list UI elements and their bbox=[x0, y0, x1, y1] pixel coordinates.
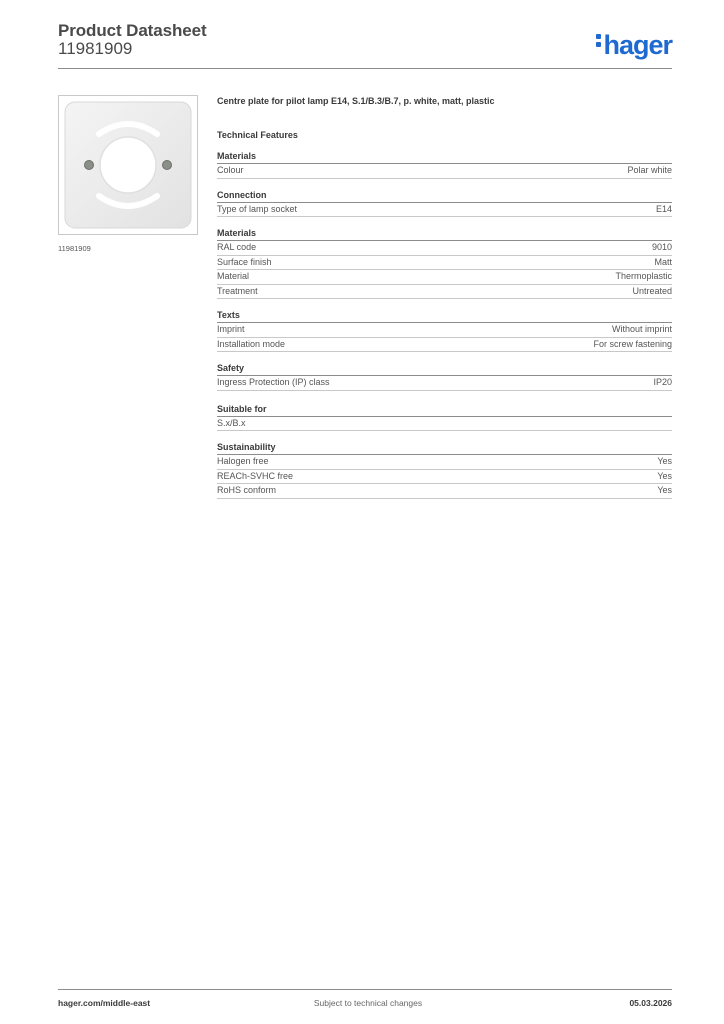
image-caption: 11981909 bbox=[58, 244, 91, 253]
section-title: Sustainability bbox=[217, 441, 672, 455]
spec-section bbox=[217, 150, 672, 179]
spec-label: Imprint bbox=[217, 324, 245, 334]
spec-content bbox=[217, 94, 672, 509]
spec-section bbox=[217, 403, 672, 432]
spec-label: REACh-SVHC free bbox=[217, 470, 294, 481]
spec-row bbox=[217, 484, 672, 499]
section-title: Connection bbox=[217, 189, 672, 203]
spec-value: 9010 bbox=[651, 242, 672, 252]
section-title: Safety bbox=[217, 362, 672, 376]
header-divider bbox=[58, 68, 672, 69]
spec-section bbox=[217, 309, 672, 352]
footer-note: Subject to technical changes bbox=[313, 998, 423, 1008]
spec-row bbox=[217, 203, 672, 218]
spec-label: Type of lamp socket bbox=[217, 203, 298, 214]
page-title: Product Datasheet bbox=[58, 21, 207, 40]
spec-section bbox=[217, 189, 672, 218]
footer-date: 05.03.2026 bbox=[629, 998, 672, 1008]
spec-value: IP20 bbox=[653, 377, 672, 387]
product-image bbox=[58, 95, 198, 235]
spec-row bbox=[217, 455, 672, 470]
spec-value: Polar white bbox=[627, 165, 672, 175]
section-title: Materials bbox=[217, 150, 672, 164]
spec-row bbox=[217, 323, 672, 338]
spec-row bbox=[217, 256, 672, 271]
spec-label: RoHS conform bbox=[217, 485, 277, 495]
spec-value: E14 bbox=[655, 203, 672, 214]
spec-label: S.x/B.x bbox=[217, 417, 246, 428]
spec-value: Untreated bbox=[632, 285, 672, 296]
spec-value: Matt bbox=[654, 256, 672, 267]
spec-row bbox=[217, 270, 672, 285]
spec-row bbox=[217, 376, 672, 391]
hager-logo bbox=[596, 30, 672, 61]
spec-value: Yes bbox=[657, 456, 672, 466]
section-title: Texts bbox=[217, 309, 672, 323]
logo-dots-icon bbox=[596, 34, 601, 50]
spec-row bbox=[217, 164, 672, 179]
footer-website-link[interactable]: hager.com/middle-east bbox=[58, 998, 151, 1008]
spec-label: Halogen free bbox=[217, 456, 269, 466]
spec-row bbox=[217, 338, 672, 353]
spec-label: Material bbox=[217, 271, 250, 281]
spec-label: RAL code bbox=[217, 242, 257, 252]
spec-value: Thermoplastic bbox=[615, 271, 672, 281]
spec-value: Without imprint bbox=[611, 324, 672, 334]
section-title: Materials bbox=[217, 227, 672, 241]
spec-row bbox=[217, 470, 672, 485]
spec-label: Ingress Protection (IP) class bbox=[217, 377, 330, 387]
spec-section bbox=[217, 227, 672, 299]
product-description: Centre plate for pilot lamp E14, S.1/B.3/B.7, p. white, matt, plastic bbox=[217, 96, 495, 106]
footer-divider bbox=[58, 989, 672, 990]
spec-section bbox=[217, 362, 672, 391]
spec-label: Treatment bbox=[217, 285, 258, 296]
technical-features-title: Technical Features bbox=[217, 130, 298, 140]
logo-text: hager bbox=[603, 30, 672, 60]
spec-row bbox=[217, 241, 672, 256]
spec-label: Installation mode bbox=[217, 338, 286, 349]
spec-value: Yes bbox=[657, 470, 672, 481]
spec-value: For screw fastening bbox=[593, 338, 672, 349]
section-title: Suitable for bbox=[217, 403, 672, 417]
spec-value: Yes bbox=[657, 485, 672, 495]
spec-row bbox=[217, 285, 672, 300]
spec-label: Colour bbox=[217, 165, 244, 175]
centre-plate-illustration bbox=[59, 96, 197, 234]
spec-label: Surface finish bbox=[217, 256, 272, 267]
article-number: 11981909 bbox=[58, 39, 133, 58]
spec-section bbox=[217, 441, 672, 499]
spec-row bbox=[217, 417, 672, 432]
